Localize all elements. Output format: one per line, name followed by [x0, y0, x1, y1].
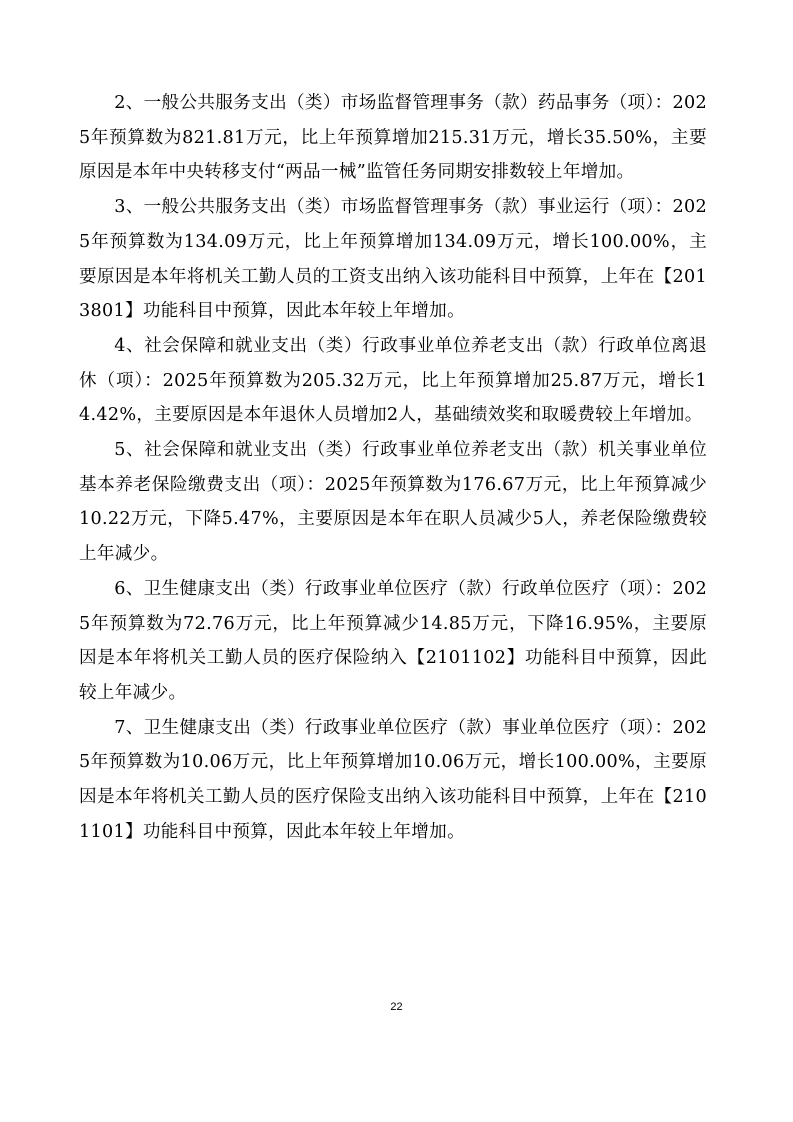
- paragraph-item-2: 2、一般公共服务支出（类）市场监督管理事务（款）药品事务（项）：2025年预算数为821.81万元，比上年预算增加215.31万元，增长35.50%，主要原因是本年中央转移支付“两品一械”监管任务同期安排数较上年增加。: [79, 93, 707, 183]
- paragraph-item-6: 6、卫生健康支出（类）行政事业单位医疗（款）行政单位医疗（项）：2025年预算数为72.76万元，比上年预算减少14.85万元，下降16.95%，主要原因是本年将机关工勤人员的医疗保险纳入【2101102】功能科目中预算，因此较上年减少。: [79, 578, 707, 703]
- paragraph-item-7: 7、卫生健康支出（类）行政事业单位医疗（款）事业单位医疗（项）：2025年预算数为10.06万元，比上年预算增加10.06万元，增长100.00%，主要原因是本年将机关工勤人员的医疗保险支出纳入该功能科目中预算，上年在【2101101】功能科目中预算，因此本年较上年增加。: [79, 717, 707, 842]
- page-number: 22: [390, 1001, 403, 1013]
- paragraph-item-5: 5、社会保障和就业支出（类）行政事业单位养老支出（款）机关事业单位基本养老保险缴费支出（项）：2025年预算数为176.67万元，比上年预算减少10.22万元，下降5.47%，主要原因是本年在职人员减少5人，养老保险缴费较上年减少。: [79, 440, 707, 565]
- paragraph-item-4: 4、社会保障和就业支出（类）行政事业单位养老支出（款）行政单位离退休（项）：2025年预算数为205.32万元，比上年预算增加25.87万元，增长14.42%，主要原因是本年退休人员增加2人，基础绩效奖和取暖费较上年增加。: [79, 335, 707, 426]
- paragraph-item-3: 3、一般公共服务支出（类）市场监督管理事务（款）事业运行（项）：2025年预算数为134.09万元，比上年预算增加134.09万元，增长100.00%，主要原因是本年将机关工勤人员的工资支出纳入该功能科目中预算，上年在【2013801】功能科目中预算，因此本年较上年增加。: [79, 197, 707, 322]
- body-text: [79, 86, 707, 849]
